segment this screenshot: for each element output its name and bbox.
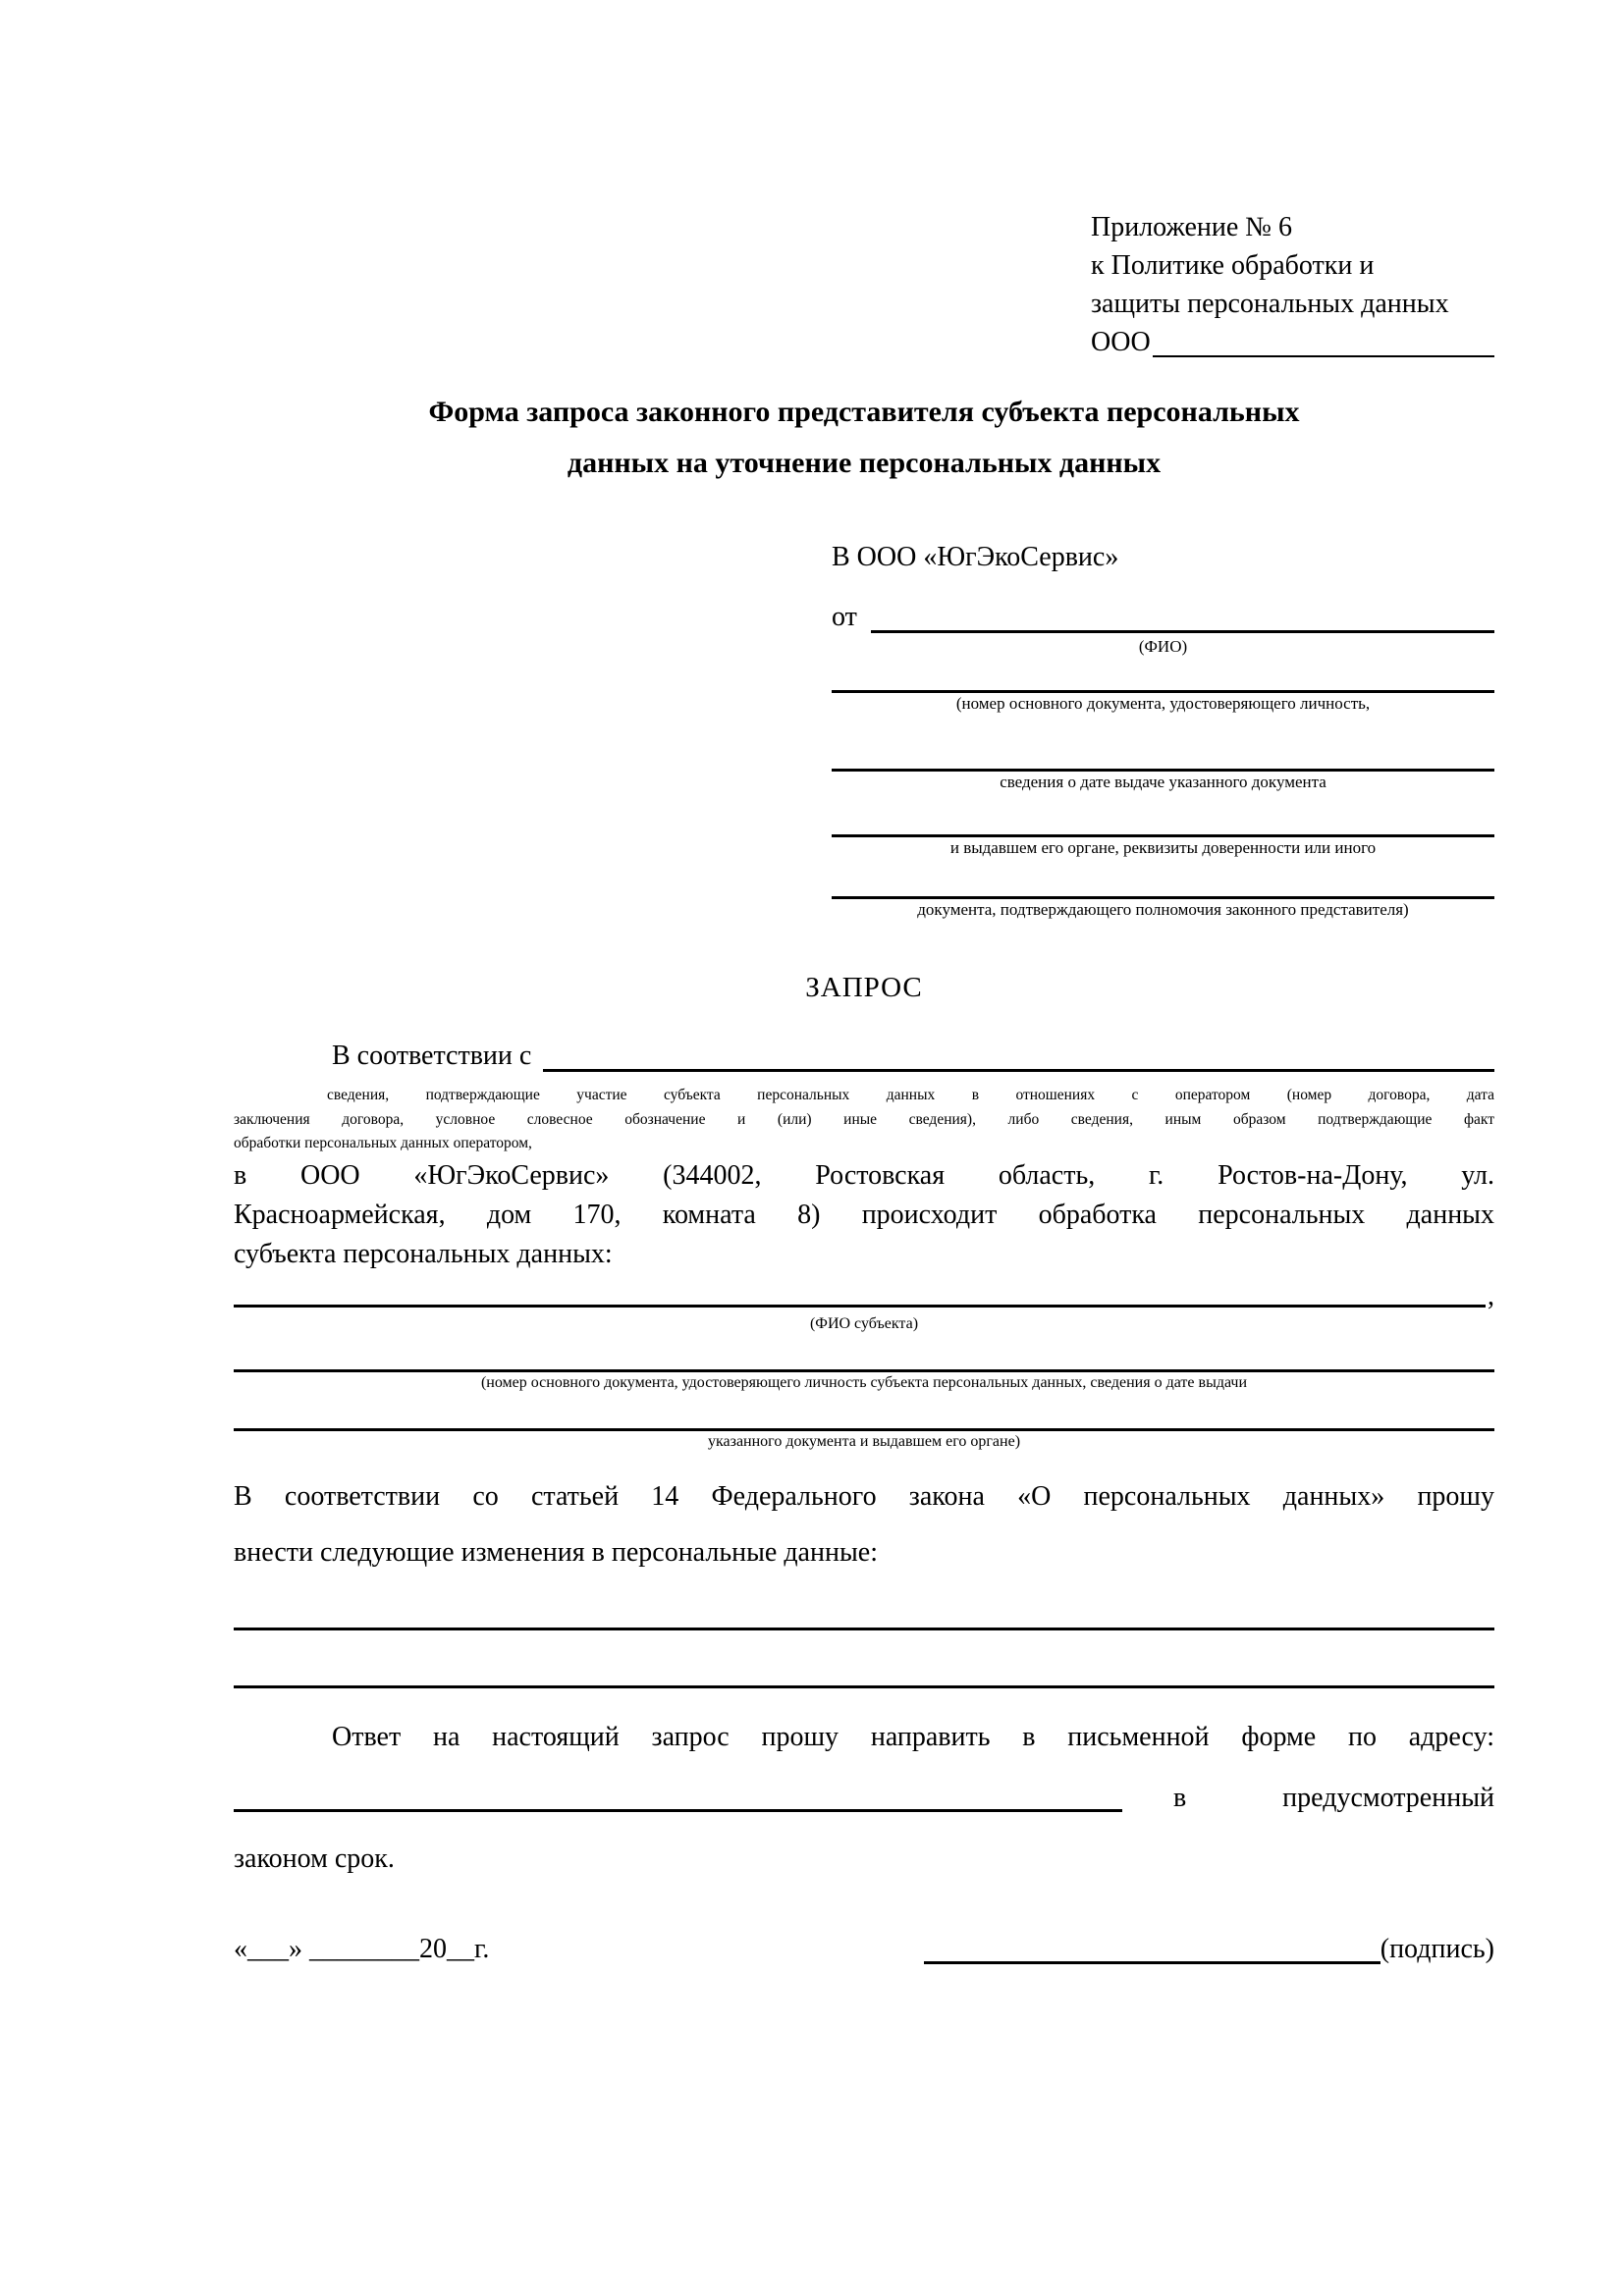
response-paragraph-line-3: законом срок.	[234, 1842, 395, 1874]
doc-issuer-blank-line	[832, 820, 1494, 837]
response-word-v: в	[1173, 1782, 1187, 1813]
appendix-line-2: к Политике обработки и	[1091, 250, 1375, 281]
subject-fio-caption: (ФИО субъекта)	[809, 1314, 919, 1332]
appendix-header	[1091, 0, 1494, 361]
response-paragraph-line-1: Ответ на настоящий запрос прошу направить в письменной форме по адресу:	[332, 1721, 1494, 1752]
response-word-predusmotrenny: предусмотренный	[1282, 1782, 1494, 1813]
appendix-line-1: Приложение № 6	[1091, 212, 1292, 242]
changes-blank-line-2	[234, 1674, 1494, 1688]
doc-caption-3: и выдавшем его органе, реквизиты доверенности или иного	[949, 838, 1377, 857]
appendix-ooo-row	[1091, 323, 1494, 361]
addressee-to: В ООО «ЮгЭкоСервис»	[832, 542, 1119, 572]
response-address-blank-line	[234, 1809, 1122, 1812]
date-line: «___» ________20__г.	[234, 1933, 490, 1964]
doc-caption-1: (номер основного документа, удостоверяющего личность,	[955, 694, 1371, 713]
subject-fio-comma: ,	[1488, 1280, 1494, 1311]
response-address-row	[234, 1779, 1494, 1818]
request-heading: ЗАПРОС	[805, 972, 923, 1003]
page-content	[234, 0, 1494, 1969]
changes-blank-line-1	[234, 1616, 1494, 1630]
request-intro-row	[234, 1037, 1494, 1076]
fio-blank-line	[871, 598, 1494, 633]
subject-fio-blank-line	[234, 1280, 1486, 1308]
document-title-line-1: Форма запроса законного представителя субъекта персональных	[428, 396, 1300, 428]
doc-caption-4: документа, подтверждающего полномочия законного представителя)	[917, 900, 1409, 919]
subject-doc-blank-line-2	[234, 1415, 1494, 1431]
doc-number-blank-line	[832, 675, 1494, 693]
document-title	[234, 387, 1494, 489]
law-paragraph	[234, 1468, 1494, 1580]
appendix-ooo-blank-line	[1153, 323, 1494, 357]
basis-footnote	[234, 1084, 1494, 1156]
basis-footnote-line-2: заключения договора, условное словесное обозначение и (или) иные сведения), либо сведения, иным образом подтверждающие факт	[234, 1110, 1494, 1128]
law-paragraph-line-1: В соответствии со статьей 14 Федерального закона «О персональных данных» прошу	[234, 1480, 1494, 1512]
basis-footnote-line-3: обработки персональных данных оператором,	[234, 1135, 532, 1151]
operator-paragraph-line-1: в ООО «ЮгЭкоСервис» (344002, Ростовская область, г. Ростов-на-Дону, ул.	[234, 1159, 1494, 1191]
signature-group	[924, 1930, 1494, 1969]
subject-doc-caption-2: указанного документа и выдавшем его органе)	[707, 1432, 1021, 1450]
document-title-line-2: данных на уточнение персональных данных	[567, 447, 1162, 479]
doc-authority-blank-line	[832, 881, 1494, 899]
appendix-line-3: защиты персональных данных	[1091, 289, 1449, 319]
fio-caption: (ФИО)	[1138, 637, 1188, 656]
subject-fio-row	[234, 1280, 1494, 1313]
subject-doc-blank-line-1	[234, 1357, 1494, 1372]
appendix-ooo-label: ООО	[1091, 327, 1151, 357]
law-paragraph-line-2: внести следующие изменения в персональные данные:	[234, 1536, 878, 1568]
signature-blank-line	[924, 1961, 1380, 1964]
basis-blank-line	[543, 1037, 1494, 1072]
addressee-from-row	[832, 598, 1494, 636]
subject-doc-caption-1: (номер основного документа, удостоверяющего личность субъекта персональных данных, сведения о дате выдачи	[480, 1373, 1248, 1391]
doc-date-blank-line	[832, 754, 1494, 772]
operator-paragraph	[234, 1156, 1494, 1274]
request-intro-prefix: В соответствии с	[332, 1041, 532, 1071]
operator-paragraph-line-2: Красноармейская, дом 170, комната 8) происходит обработка персональных данных	[234, 1199, 1494, 1230]
operator-paragraph-line-3: субъекта персональных данных:	[234, 1238, 613, 1269]
addressee-from-label: от	[832, 602, 857, 632]
signature-caption: (подпись)	[1380, 1933, 1494, 1964]
basis-footnote-line-1: сведения, подтверждающие участие субъекта персональных данных в отношениях с оператором (номер договора, дата	[327, 1087, 1494, 1103]
addressee-block	[832, 538, 1494, 921]
doc-caption-2: сведения о дате выдаче указанного документа	[1000, 773, 1326, 791]
footer-row	[234, 1930, 1494, 1969]
